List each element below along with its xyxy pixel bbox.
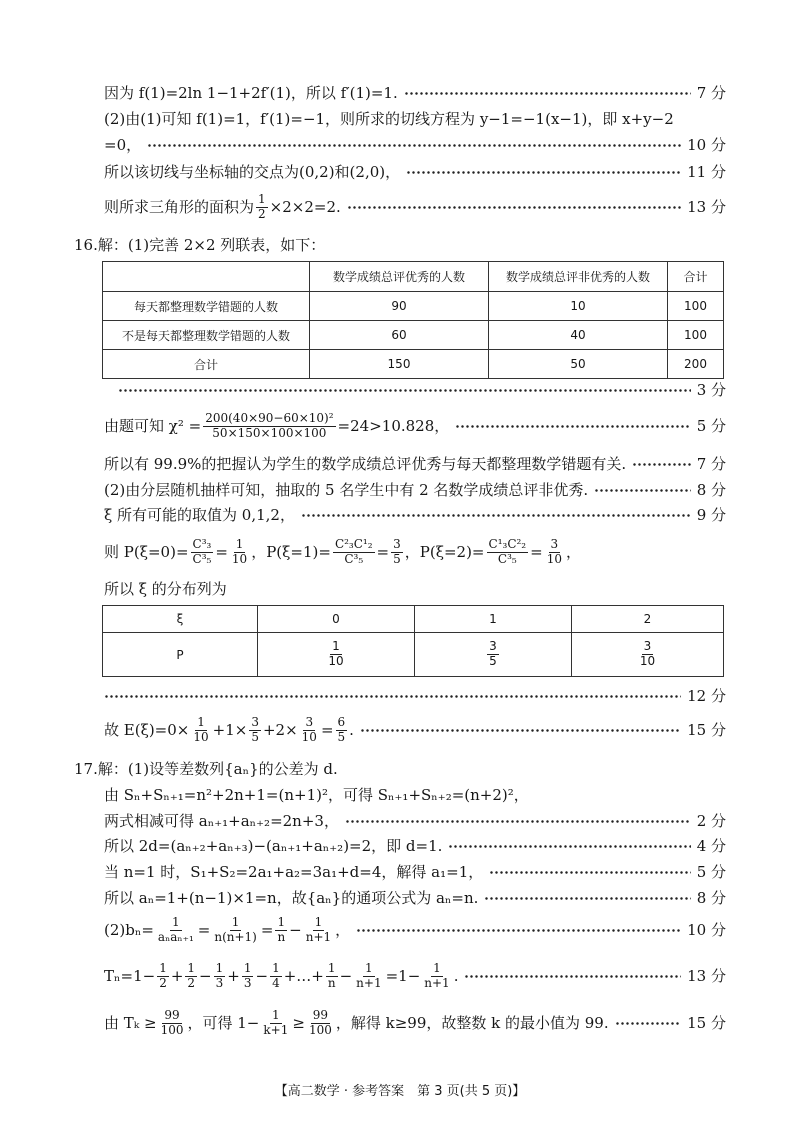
solution-line [104,457,726,472]
line-text: +2× [262,720,298,739]
fraction: $\frac{1}{10}$ [231,536,248,566]
fraction: $\frac{3}{10}$ [301,714,317,744]
fraction: $\frac{1}{2}$ [258,191,266,221]
solution-line [104,112,674,127]
table-cell: 150 [310,350,489,379]
solution-line [104,1005,726,1041]
score-label: 15 分 [687,1013,726,1032]
period: . [349,720,354,739]
table-cell [258,633,415,677]
equals-one-minus: =1− [385,966,421,985]
fraction: $\frac{1}{2}$ [187,960,196,990]
fraction: $\frac{1}{2}$ [159,960,167,990]
minus-sign: − [199,966,212,985]
solution-line [104,912,726,948]
line-text: 17.解：(1)设等差数列{aₙ}的公差为 d. [74,760,338,778]
table-cell [572,633,724,677]
score-label: 13 分 [687,966,726,985]
score-label: 12 分 [687,687,726,705]
dot-leader [345,820,691,823]
score-label: 8 分 [696,889,726,907]
dot-leader [147,144,681,147]
dot-leader [118,389,691,392]
distribution-table [102,605,724,677]
equals-sign: = [376,542,390,561]
equals-sign: = [320,720,334,739]
line-text: 所以有 99.9%的把握认为学生的数学成绩总评优秀与每天都整理数学错题有关. [104,455,627,473]
solution-line [104,788,529,803]
dot-leader [301,514,691,517]
solution-line [104,383,726,398]
dot-leader [104,695,681,698]
fraction: $\frac{\text{C³₃}}{\text{C³₅}}$ [192,536,212,566]
dot-leader [448,845,690,848]
dot-leader [489,871,690,874]
line-text: Tₙ=1− [104,966,156,985]
period: . [453,966,459,985]
score-label: 15 分 [687,720,726,739]
score-label: 2 分 [696,812,726,830]
dot-leader [404,92,691,95]
line-text: 则 P(ξ=0)= [104,542,189,561]
contingency-table [102,261,724,379]
fraction: $\frac{3}{5}$ [251,714,259,744]
comma: ， [335,920,351,939]
line-text: 因为 f(1)=2ln 1−1+2f′(1)，所以 f′(1)=1. [104,84,398,102]
ellipsis: +…+ [283,966,324,985]
solution-line [104,86,726,101]
table-cell: 每天都整理数学错题的人数 [103,292,310,321]
fraction: $\frac{1}{n}$ [277,914,286,944]
minus-sign: − [289,920,302,939]
line-text: ×2×2=2. [269,197,341,216]
geq-sign: ≥ [292,1013,305,1032]
dot-leader [615,1022,682,1025]
table-row [103,633,724,677]
table-cell: 不是每天都整理数学错题的人数 [103,321,310,350]
solution-line [104,192,726,222]
score-label: 10 分 [687,136,726,154]
line-text: ，P(ξ=2)= [404,542,485,561]
line-text: (2)由分层随机抽样可知，抽取的 5 名学生中有 2 名数学成绩总评非优秀. [104,481,589,499]
solution-line [104,958,726,994]
fraction: $\frac{3}{5}$ [489,639,497,668]
table-cell: 0 [258,606,415,633]
fraction: $\frac{1}{n+1}$ [356,960,382,990]
dot-leader [347,206,681,209]
line-text: 所以 2d=(aₙ₊₂+aₙ₊₃)−(aₙ₊₁+aₙ₊₂)=2，即 d=1. [104,837,443,855]
problem-17-heading [74,762,338,777]
table-row [103,606,724,633]
score-label: 13 分 [687,197,726,216]
score-label: 10 分 [687,920,726,939]
fraction: $\frac{1}{3}$ [243,960,252,990]
line-text: +1× [212,720,248,739]
solution-line [104,508,726,523]
table-cell: 数学成绩总评非优秀的人数 [489,262,668,292]
score-label: 5 分 [696,416,726,435]
line-text: 所以该切线与坐标轴的交点为(0,2)和(2,0)， [104,163,401,181]
dot-leader [406,171,681,174]
plus-sign: + [170,966,184,985]
fraction: $\frac{6}{5}$ [337,714,346,744]
table-cell: 50 [489,350,668,379]
solution-line [104,138,726,153]
fraction: $\frac{99}{100}$ [160,1007,184,1037]
problem-16-heading [74,238,325,253]
line-text: ，解得 k≥99，故整数 k 的最小值为 99. [335,1013,609,1032]
solution-line [104,839,726,854]
table-cell: 2 [572,606,724,633]
equals-sign: = [530,542,543,561]
equals-sign: = [215,542,228,561]
solution-line [104,534,581,570]
dot-leader [484,897,690,900]
table-cell: 100 [668,292,724,321]
fraction: $\frac{3}{10}$ [546,536,562,566]
line-text: 由题可知 χ² = [104,416,202,435]
line-text: 由 Tₖ ≥ [104,1013,157,1032]
table-row [103,292,724,321]
line-text: 由 Sₙ+Sₙ₊₁=n²+2n+1=(n+1)²，可得 Sₙ₊₁+Sₙ₊₂=(n+2)²， [104,786,529,804]
line-text: ，P(ξ=1)= [251,542,331,561]
line-text: =0， [104,136,142,154]
table-cell: 1 [415,606,572,633]
dot-leader [356,929,681,932]
fraction: $\frac{1}{n+1}$ [305,914,332,944]
table-cell: 合计 [103,350,310,379]
line-text: 所以 aₙ=1+(n−1)×1=n，故{aₙ}的通项公式为 aₙ=n. [104,889,479,907]
fraction: $\frac{\text{C¹₃C²₂}}{\text{C³₅}}$ [488,536,527,566]
table-cell [103,262,310,292]
line-text: 两式相减可得 aₙ₊₁+aₙ₊₂=2n+3， [104,812,339,830]
table-cell: 10 [489,292,668,321]
solution-line [104,712,726,748]
line-text: 则所求三角形的面积为 [104,197,255,216]
table-cell: 90 [310,292,489,321]
equals-sign: = [260,920,274,939]
dot-leader [455,425,690,428]
line-text: ξ 所有可能的取值为 0,1,2， [104,506,295,524]
table-cell: 60 [310,321,489,350]
line-text: =24>10.828， [337,416,450,435]
dot-leader [594,489,691,492]
solution-line [104,865,726,880]
score-label: 7 分 [696,84,726,102]
fraction: $\frac{\text{C²₃C¹₂}}{\text{C³₅}}$ [334,536,373,566]
fraction: $\frac{\text{200(40×90−60×10)²}}{50\times 150\times 100\times 100}$ [205,410,334,440]
table-cell: 合计 [668,262,724,292]
table-cell [415,633,572,677]
score-label: 11 分 [687,163,726,181]
dot-leader [360,729,681,732]
fraction: $\frac{1}{10}$ [328,639,344,668]
fraction: $\frac{1}{3}$ [215,960,224,990]
line-text: (2)bₙ= [104,920,154,939]
solution-line [104,165,726,180]
fraction: $\frac{1}{\text{aₙaₙ₊₁}}$ [157,914,194,944]
score-label: 4 分 [696,837,726,855]
page-footer: 【高二数学 · 参考答案 第 3 页(共 5 页)】 [274,1084,526,1099]
line-text: 故 E(ξ)=0× [104,720,190,739]
table-cell: 100 [668,321,724,350]
table-row [103,321,724,350]
table-row [103,350,724,379]
comma: ， [565,542,581,561]
table-cell: 数学成绩总评优秀的人数 [310,262,489,292]
score-label: 5 分 [696,863,726,881]
table-cell: ξ [103,606,258,633]
score-label: 3 分 [696,381,726,399]
fraction: $\frac{1}{10}$ [193,714,209,744]
line-text: (2)由(1)可知 f(1)=1，f′(1)=−1，则所求的切线方程为 y−1=−1(x−1)，即 x+y−2 [104,110,674,128]
solution-line [104,689,726,704]
fraction: $\frac{1}{n+1}$ [424,960,450,990]
solution-line [104,814,726,829]
fraction: $\frac{1}{k+1}$ [263,1007,289,1037]
dot-leader [464,975,681,978]
table-cell: 200 [668,350,724,379]
equals-sign: = [197,920,211,939]
minus-sign: − [339,966,353,985]
solution-line [104,582,227,597]
fraction: $\frac{1}{4}$ [272,960,280,990]
solution-line [104,891,726,906]
table-cell: 40 [489,321,668,350]
fraction: $\frac{99}{100}$ [308,1007,332,1037]
table-cell: P [103,633,258,677]
plus-sign: + [227,966,240,985]
dot-leader [632,463,690,466]
fraction: $\frac{3}{5}$ [393,536,401,566]
table-header-row [103,262,724,292]
solution-line [104,483,726,498]
fraction: $\frac{1}{n}$ [327,960,336,990]
fraction: $\frac{3}{10}$ [639,639,656,668]
score-label: 8 分 [696,481,726,499]
line-text: 16.解：(1)完善 2×2 列联表，如下： [74,236,326,254]
line-text: ，可得 1− [187,1013,260,1032]
line-text: 当 n=1 时，S₁+S₂=2a₁+a₂=3a₁+d=4，解得 a₁=1， [104,863,484,881]
score-label: 7 分 [696,455,726,473]
fraction: $\frac{1}{n(n+1)}$ [214,914,257,944]
solution-line [104,408,726,444]
score-label: 9 分 [696,506,726,524]
minus-sign: − [255,966,269,985]
line-text: 所以 ξ 的分布列为 [104,580,227,598]
